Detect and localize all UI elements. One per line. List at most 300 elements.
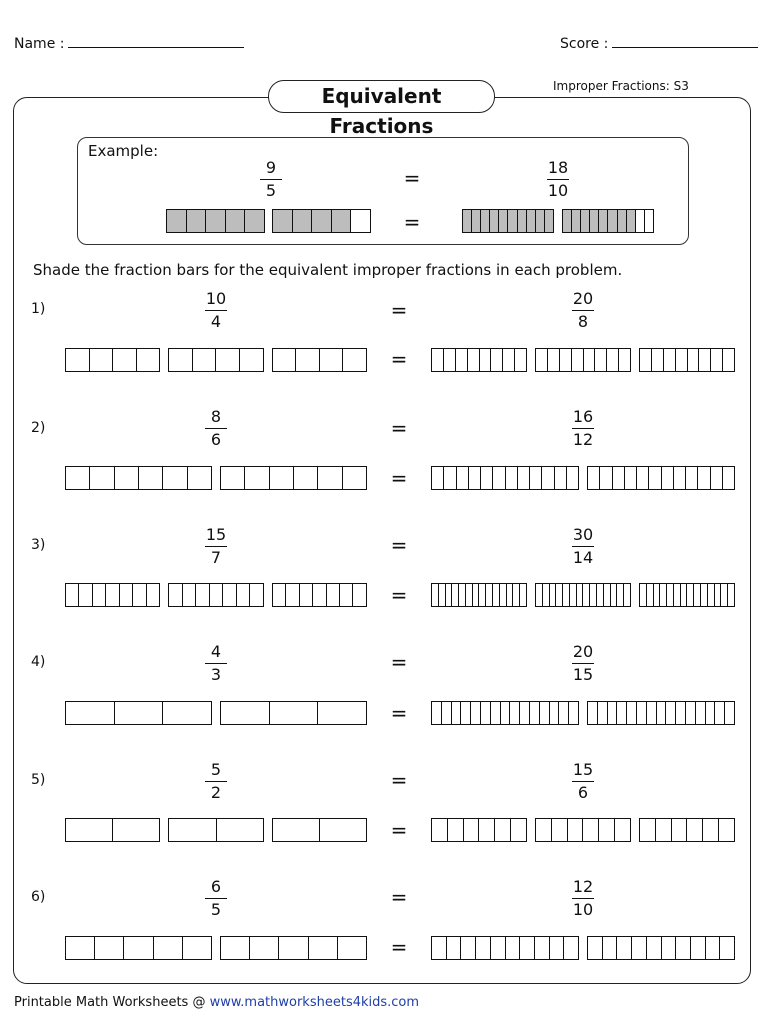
fraction-bar-cell[interactable] xyxy=(703,819,719,841)
fraction-bar-cell[interactable] xyxy=(581,210,590,232)
fraction-bar-cell[interactable] xyxy=(444,349,456,371)
fraction-bar-cell[interactable] xyxy=(583,584,590,606)
fraction-bar-cell[interactable] xyxy=(656,819,672,841)
fraction-bar-cell[interactable] xyxy=(442,702,452,724)
fraction-bar-cell[interactable] xyxy=(567,467,578,489)
fraction-bar-cell[interactable] xyxy=(491,937,506,959)
fraction-bar-cell[interactable] xyxy=(320,819,366,841)
fraction-bar-cell[interactable] xyxy=(723,349,734,371)
fraction-bar-cell[interactable] xyxy=(550,584,557,606)
fraction-bar-cell[interactable] xyxy=(515,349,526,371)
denominator: 5 xyxy=(210,900,222,919)
fraction-bar-cell[interactable] xyxy=(95,937,124,959)
fraction-bar-cell[interactable] xyxy=(506,467,518,489)
fraction-bar-cell[interactable] xyxy=(632,937,647,959)
problem-3-left-bar xyxy=(168,583,263,607)
fraction-bar-cell[interactable] xyxy=(598,702,608,724)
fraction-bar-cell[interactable] xyxy=(245,467,269,489)
fraction-bar-cell[interactable] xyxy=(611,584,618,606)
fraction-bar-cell[interactable] xyxy=(169,584,182,606)
fraction-bar-cell[interactable] xyxy=(604,584,611,606)
problem-1-left-fraction xyxy=(186,289,246,332)
fraction-bar-cell[interactable] xyxy=(647,937,662,959)
fraction-bar-cell[interactable] xyxy=(647,584,654,606)
fraction-bar-cell[interactable] xyxy=(711,467,723,489)
fraction-bar-cell[interactable] xyxy=(637,467,649,489)
fraction-bar-cell[interactable] xyxy=(540,702,550,724)
fraction-bar-cell[interactable] xyxy=(432,349,444,371)
fraction-bar-cell[interactable] xyxy=(439,584,446,606)
fraction-bar-cell[interactable] xyxy=(615,819,630,841)
fraction-bar-cell[interactable] xyxy=(590,210,599,232)
fraction-bar-cell[interactable] xyxy=(647,702,657,724)
fraction-bar-cell[interactable] xyxy=(106,584,119,606)
fraction-bar-cell[interactable] xyxy=(444,467,456,489)
problem-3-bars-equals: = xyxy=(390,583,408,607)
fraction-bar-cell[interactable] xyxy=(530,702,540,724)
fraction-bar-cell[interactable] xyxy=(672,819,688,841)
fraction-bar-cell[interactable] xyxy=(187,210,207,232)
fraction-bar-cell[interactable] xyxy=(706,702,716,724)
fraction-bar-cell[interactable] xyxy=(286,584,299,606)
numerator: 9 xyxy=(265,158,277,177)
fraction-bar-cell[interactable] xyxy=(309,937,338,959)
fraction-bar-cell[interactable] xyxy=(154,937,183,959)
fraction-bar-cell[interactable] xyxy=(536,349,548,371)
fraction-bar-cell[interactable] xyxy=(686,702,696,724)
fraction-bar-cell[interactable] xyxy=(457,467,469,489)
fraction-bar-cell[interactable] xyxy=(351,210,370,232)
fraction-bar-cell[interactable] xyxy=(536,210,545,232)
fraction-bar-cell[interactable] xyxy=(273,584,286,606)
fraction-bar-cell[interactable] xyxy=(270,702,319,724)
fraction-bar-cell[interactable] xyxy=(432,937,447,959)
fraction-bar-cell[interactable] xyxy=(636,210,645,232)
fraction-bar-cell[interactable] xyxy=(479,819,495,841)
fraction-bar-cell[interactable] xyxy=(550,937,565,959)
fraction-bar-cell[interactable] xyxy=(446,584,453,606)
fraction-bar-cell[interactable] xyxy=(480,349,492,371)
fraction-bar-cell[interactable] xyxy=(664,349,676,371)
fraction-bar-cell[interactable] xyxy=(447,937,462,959)
fraction-bar-cell[interactable] xyxy=(432,467,444,489)
fraction-bar-cell[interactable] xyxy=(696,702,706,724)
fraction-bar-cell[interactable] xyxy=(720,937,734,959)
fraction-line xyxy=(205,898,227,899)
fraction-bar-cell[interactable] xyxy=(237,584,250,606)
fraction-bar-cell[interactable] xyxy=(250,937,279,959)
fraction-bar-cell[interactable] xyxy=(147,584,159,606)
fraction-bar-cell[interactable] xyxy=(597,584,604,606)
fraction-bar-cell[interactable] xyxy=(535,937,550,959)
fraction-bar-cell[interactable] xyxy=(133,584,146,606)
fraction-bar-cell[interactable] xyxy=(617,937,632,959)
fraction-bar-cell[interactable] xyxy=(486,584,493,606)
fraction-bar-cell[interactable] xyxy=(206,210,226,232)
name-blank[interactable] xyxy=(68,33,244,48)
fraction-bar-cell[interactable] xyxy=(617,702,627,724)
fraction-bar-cell[interactable] xyxy=(115,702,164,724)
fraction-bar-cell[interactable] xyxy=(456,349,468,371)
fraction-bar-cell[interactable] xyxy=(640,349,652,371)
fraction-bar-cell[interactable] xyxy=(169,819,216,841)
fraction-bar-cell[interactable] xyxy=(90,467,114,489)
fraction-bar-cell[interactable] xyxy=(318,702,366,724)
example-label: Example: xyxy=(88,142,159,160)
fraction-line xyxy=(572,898,594,899)
numerator: 5 xyxy=(210,760,222,779)
fraction-bar-cell[interactable] xyxy=(721,584,728,606)
numerator: 6 xyxy=(210,877,222,896)
problem-number: 1) xyxy=(31,301,46,317)
fraction-bar-cell[interactable] xyxy=(691,937,706,959)
fraction-bar-cell[interactable] xyxy=(548,349,560,371)
fraction-bar-cell[interactable] xyxy=(520,937,535,959)
numerator: 15 xyxy=(572,760,594,779)
fraction-bar-cell[interactable] xyxy=(124,937,153,959)
fraction-bar-cell[interactable] xyxy=(452,702,462,724)
fraction-bar-cell[interactable] xyxy=(513,584,520,606)
fraction-bar-cell[interactable] xyxy=(468,349,480,371)
fraction-bar-cell[interactable] xyxy=(273,819,320,841)
fraction-bar-cell[interactable] xyxy=(725,702,734,724)
fraction-bar-cell[interactable] xyxy=(624,584,630,606)
fraction-bar-cell[interactable] xyxy=(694,584,701,606)
fraction-bar-cell[interactable] xyxy=(221,467,245,489)
fraction-bar-cell[interactable] xyxy=(300,584,313,606)
fraction-bar-cell[interactable] xyxy=(570,584,577,606)
fraction-bar-cell[interactable] xyxy=(530,467,542,489)
fraction-bar-cell[interactable] xyxy=(698,467,710,489)
fraction-bar-cell[interactable] xyxy=(223,584,236,606)
fraction-bar-cell[interactable] xyxy=(645,210,653,232)
fraction-bar-cell[interactable] xyxy=(728,584,734,606)
fraction-bar-cell[interactable] xyxy=(676,349,688,371)
fraction-bar-cell[interactable] xyxy=(667,584,674,606)
fraction-bar-cell[interactable] xyxy=(273,349,297,371)
fraction-bar-cell[interactable] xyxy=(520,584,526,606)
problem-5-right-fraction xyxy=(553,760,613,803)
fraction-bar-cell[interactable] xyxy=(572,349,584,371)
fraction-bar-cell[interactable] xyxy=(568,819,584,841)
fraction-bar-cell[interactable] xyxy=(674,584,681,606)
example-left-bar xyxy=(166,209,265,233)
problem-number: 4) xyxy=(31,654,46,670)
fraction-bar-cell[interactable] xyxy=(674,467,686,489)
fraction-bar-cell[interactable] xyxy=(490,210,499,232)
fraction-bar-cell[interactable] xyxy=(681,584,688,606)
fraction-bar-cell[interactable] xyxy=(649,467,661,489)
fraction-bar-cell[interactable] xyxy=(338,937,366,959)
fraction-bar-cell[interactable] xyxy=(327,584,340,606)
fraction-bar-cell[interactable] xyxy=(500,584,507,606)
fraction-bar-cell[interactable] xyxy=(481,702,491,724)
fraction-bar-cell[interactable] xyxy=(93,584,106,606)
fraction-bar-cell[interactable] xyxy=(520,702,530,724)
fraction-bar-cell[interactable] xyxy=(167,210,187,232)
fraction-bar-cell[interactable] xyxy=(686,467,698,489)
fraction-bar-cell[interactable] xyxy=(137,349,160,371)
fraction-bar-cell[interactable] xyxy=(221,937,250,959)
fraction-bar-cell[interactable] xyxy=(563,584,570,606)
fraction-bar-cell[interactable] xyxy=(723,467,734,489)
denominator: 14 xyxy=(572,548,594,567)
fraction-bar-cell[interactable] xyxy=(599,819,615,841)
fraction-bar-cell[interactable] xyxy=(527,210,536,232)
score-label: Score : xyxy=(560,36,609,52)
fraction-bar-cell[interactable] xyxy=(688,349,700,371)
fraction-bar-cell[interactable] xyxy=(699,349,711,371)
fraction-bar-cell[interactable] xyxy=(296,349,320,371)
fraction-bar-cell[interactable] xyxy=(139,467,163,489)
fraction-bar-cell[interactable] xyxy=(343,349,366,371)
fraction-bar-cell[interactable] xyxy=(559,702,569,724)
fraction-bar-cell[interactable] xyxy=(79,584,92,606)
fraction-bar-cell[interactable] xyxy=(608,702,618,724)
fraction-bar-cell[interactable] xyxy=(353,584,365,606)
problem-4-equals: = xyxy=(390,650,408,674)
fraction-bar-cell[interactable] xyxy=(472,210,481,232)
fraction-bar-cell[interactable] xyxy=(66,819,113,841)
fraction-bar-cell[interactable] xyxy=(518,467,530,489)
fraction-bar-cell[interactable] xyxy=(221,702,270,724)
fraction-bar-cell[interactable] xyxy=(552,819,568,841)
fraction-bar-cell[interactable] xyxy=(183,584,196,606)
fraction-bar-cell[interactable] xyxy=(340,584,353,606)
fraction-bar-cell[interactable] xyxy=(245,210,264,232)
fraction-bar-cell[interactable] xyxy=(476,937,491,959)
fraction-bar-cell[interactable] xyxy=(493,467,505,489)
fraction-bar-cell[interactable] xyxy=(343,467,366,489)
fraction-bar-cell[interactable] xyxy=(613,467,625,489)
fraction-bar-cell[interactable] xyxy=(471,702,481,724)
fraction-bar-cell[interactable] xyxy=(66,584,79,606)
fraction-bar-cell[interactable] xyxy=(556,584,563,606)
fraction-bar-cell[interactable] xyxy=(511,819,526,841)
fraction-bar-cell[interactable] xyxy=(240,349,263,371)
fraction-bar-cell[interactable] xyxy=(595,349,607,371)
fraction-bar-cell[interactable] xyxy=(618,210,627,232)
fraction-bar-cell[interactable] xyxy=(163,467,187,489)
fraction-bar-cell[interactable] xyxy=(66,702,115,724)
fraction-bar-cell[interactable] xyxy=(588,702,598,724)
fraction-bar-cell[interactable] xyxy=(491,349,503,371)
fraction-bar-cell[interactable] xyxy=(469,467,481,489)
fraction-bar-cell[interactable] xyxy=(320,349,344,371)
problem-number: 2) xyxy=(31,420,46,436)
fraction-bar-cell[interactable] xyxy=(461,702,471,724)
problem-5-right-bar xyxy=(431,818,527,842)
fraction-bar-cell[interactable] xyxy=(715,702,725,724)
fraction-bar-cell[interactable] xyxy=(550,702,560,724)
numerator: 10 xyxy=(205,289,227,308)
fraction-bar-cell[interactable] xyxy=(188,467,211,489)
fraction-bar-cell[interactable] xyxy=(662,467,674,489)
fraction-bar-cell[interactable] xyxy=(273,210,293,232)
fraction-bar-cell[interactable] xyxy=(676,937,691,959)
fraction-bar-cell[interactable] xyxy=(313,584,326,606)
fraction-bar-cell[interactable] xyxy=(452,584,459,606)
problem-6-right-bar xyxy=(431,936,579,960)
fraction-bar-cell[interactable] xyxy=(217,819,263,841)
problem-4-right-fraction xyxy=(553,642,613,685)
fraction-bar-cell[interactable] xyxy=(312,210,332,232)
fraction-bar-cell[interactable] xyxy=(318,467,342,489)
fraction-bar-cell[interactable] xyxy=(226,210,246,232)
example-right-fraction xyxy=(528,158,588,201)
fraction-bar-cell[interactable] xyxy=(588,467,600,489)
fraction-bar-cell[interactable] xyxy=(600,467,612,489)
fraction-bar-cell[interactable] xyxy=(569,702,578,724)
fraction-bar-cell[interactable] xyxy=(536,584,543,606)
fraction-bar-cell[interactable] xyxy=(120,584,133,606)
fraction-bar-cell[interactable] xyxy=(90,349,114,371)
fraction-bar-cell[interactable] xyxy=(603,937,618,959)
fraction-line xyxy=(205,663,227,664)
fraction-bar-cell[interactable] xyxy=(163,702,211,724)
fraction-bar-cell[interactable] xyxy=(463,210,472,232)
problem-2-right-fraction xyxy=(553,407,613,450)
fraction-bar-cell[interactable] xyxy=(448,819,464,841)
fraction-bar-cell[interactable] xyxy=(66,937,95,959)
fraction-bar-cell[interactable] xyxy=(654,584,661,606)
fraction-bar-cell[interactable] xyxy=(506,937,521,959)
fraction-bar-cell[interactable] xyxy=(536,819,552,841)
fraction-bar-cell[interactable] xyxy=(499,210,508,232)
problem-1-bars-equals: = xyxy=(390,347,408,371)
fraction-bar-cell[interactable] xyxy=(481,467,493,489)
fraction-bar-cell[interactable] xyxy=(590,584,597,606)
fraction-bar-cell[interactable] xyxy=(545,210,553,232)
fraction-bar-cell[interactable] xyxy=(711,349,723,371)
name-label: Name : xyxy=(14,36,65,52)
problem-number: 5) xyxy=(31,772,46,788)
fraction-bar-cell[interactable] xyxy=(508,210,517,232)
fraction-bar-cell[interactable] xyxy=(270,467,294,489)
fraction-bar-cell[interactable] xyxy=(687,819,703,841)
fraction-bar-cell[interactable] xyxy=(640,584,647,606)
fraction-bar-cell[interactable] xyxy=(510,702,520,724)
denominator: 5 xyxy=(265,181,277,200)
fraction-bar-cell[interactable] xyxy=(660,584,667,606)
fraction-bar-cell[interactable] xyxy=(459,584,466,606)
fraction-bar-cell[interactable] xyxy=(501,702,511,724)
problem-1-right-bar xyxy=(431,348,527,372)
fraction-bar-cell[interactable] xyxy=(584,349,596,371)
fraction-bar-cell[interactable] xyxy=(432,702,442,724)
fraction-bar-cell[interactable] xyxy=(662,937,677,959)
fraction-bar-cell[interactable] xyxy=(627,702,637,724)
problem-4-right-bar xyxy=(587,701,735,725)
fraction-bar-cell[interactable] xyxy=(183,937,211,959)
fraction-bar-cell[interactable] xyxy=(564,937,578,959)
problem-1-right-bar xyxy=(535,348,631,372)
fraction-bar-cell[interactable] xyxy=(481,210,490,232)
footer-link[interactable]: www.mathworksheets4kids.com xyxy=(209,995,420,1010)
fraction-bar-cell[interactable] xyxy=(687,584,694,606)
problem-5-left-fraction xyxy=(186,760,246,803)
fraction-bar-cell[interactable] xyxy=(706,937,721,959)
fraction-bar-cell[interactable] xyxy=(250,584,262,606)
fraction-line xyxy=(572,781,594,782)
fraction-bar-cell[interactable] xyxy=(652,349,664,371)
fraction-bar-cell[interactable] xyxy=(279,937,308,959)
fraction-bar-cell[interactable] xyxy=(169,349,193,371)
fraction-bar-cell[interactable] xyxy=(461,937,476,959)
fraction-bar-cell[interactable] xyxy=(608,210,617,232)
fraction-bar-cell[interactable] xyxy=(210,584,223,606)
numerator: 4 xyxy=(210,642,222,661)
fraction-bar-cell[interactable] xyxy=(518,210,527,232)
fraction-bar-cell[interactable] xyxy=(193,349,217,371)
problem-1-left-bar xyxy=(168,348,263,372)
fraction-bar-cell[interactable] xyxy=(715,584,722,606)
fraction-bar-cell[interactable] xyxy=(332,210,352,232)
fraction-bar-cell[interactable] xyxy=(115,467,139,489)
fraction-bar-cell[interactable] xyxy=(542,467,554,489)
fraction-bar-cell[interactable] xyxy=(560,349,572,371)
fraction-bar-cell[interactable] xyxy=(617,584,624,606)
problem-1-right-fraction xyxy=(553,289,613,332)
fraction-bar-cell[interactable] xyxy=(464,819,480,841)
fraction-bar-cell[interactable] xyxy=(293,210,313,232)
score-blank[interactable] xyxy=(612,33,758,48)
fraction-bar-cell[interactable] xyxy=(507,584,514,606)
fraction-bar-cell[interactable] xyxy=(666,702,676,724)
fraction-bar-cell[interactable] xyxy=(599,210,608,232)
fraction-bar-cell[interactable] xyxy=(708,584,715,606)
fraction-bar-cell[interactable] xyxy=(719,819,734,841)
fraction-bar-cell[interactable] xyxy=(607,349,619,371)
fraction-bar-cell[interactable] xyxy=(493,584,500,606)
fraction-bar-cell[interactable] xyxy=(583,819,599,841)
fraction-bar-cell[interactable] xyxy=(491,702,501,724)
fraction-bar-cell[interactable] xyxy=(619,349,630,371)
fraction-bar-cell[interactable] xyxy=(113,349,137,371)
fraction-bar-cell[interactable] xyxy=(473,584,480,606)
problem-2-right-bar xyxy=(431,466,579,490)
fraction-bar-cell[interactable] xyxy=(637,702,647,724)
fraction-bar-cell[interactable] xyxy=(294,467,318,489)
fraction-bar-cell[interactable] xyxy=(66,349,90,371)
fraction-bar-cell[interactable] xyxy=(701,584,708,606)
fraction-bar-cell[interactable] xyxy=(466,584,473,606)
fraction-bar-cell[interactable] xyxy=(676,702,686,724)
fraction-bar-cell[interactable] xyxy=(432,584,439,606)
fraction-bar-cell[interactable] xyxy=(572,210,581,232)
fraction-bar-cell[interactable] xyxy=(625,467,637,489)
problem-3-left-bar xyxy=(65,583,160,607)
fraction-bar-cell[interactable] xyxy=(479,584,486,606)
fraction-bar-cell[interactable] xyxy=(216,349,240,371)
fraction-bar-cell[interactable] xyxy=(577,584,584,606)
fraction-bar-cell[interactable] xyxy=(588,937,603,959)
denominator: 7 xyxy=(210,548,222,567)
fraction-bar-cell[interactable] xyxy=(657,702,667,724)
fraction-bar-cell[interactable] xyxy=(555,467,567,489)
fraction-bar-cell[interactable] xyxy=(113,819,159,841)
fraction-bar-cell[interactable] xyxy=(196,584,209,606)
example-right-bar xyxy=(562,209,654,233)
fraction-bar-cell[interactable] xyxy=(563,210,572,232)
fraction-bar-cell[interactable] xyxy=(640,819,656,841)
fraction-bar-cell[interactable] xyxy=(543,584,550,606)
fraction-bar-cell[interactable] xyxy=(503,349,515,371)
fraction-bar-cell[interactable] xyxy=(495,819,511,841)
fraction-bar-cell[interactable] xyxy=(66,467,90,489)
fraction-bar-cell[interactable] xyxy=(432,819,448,841)
fraction-bar-cell[interactable] xyxy=(627,210,636,232)
